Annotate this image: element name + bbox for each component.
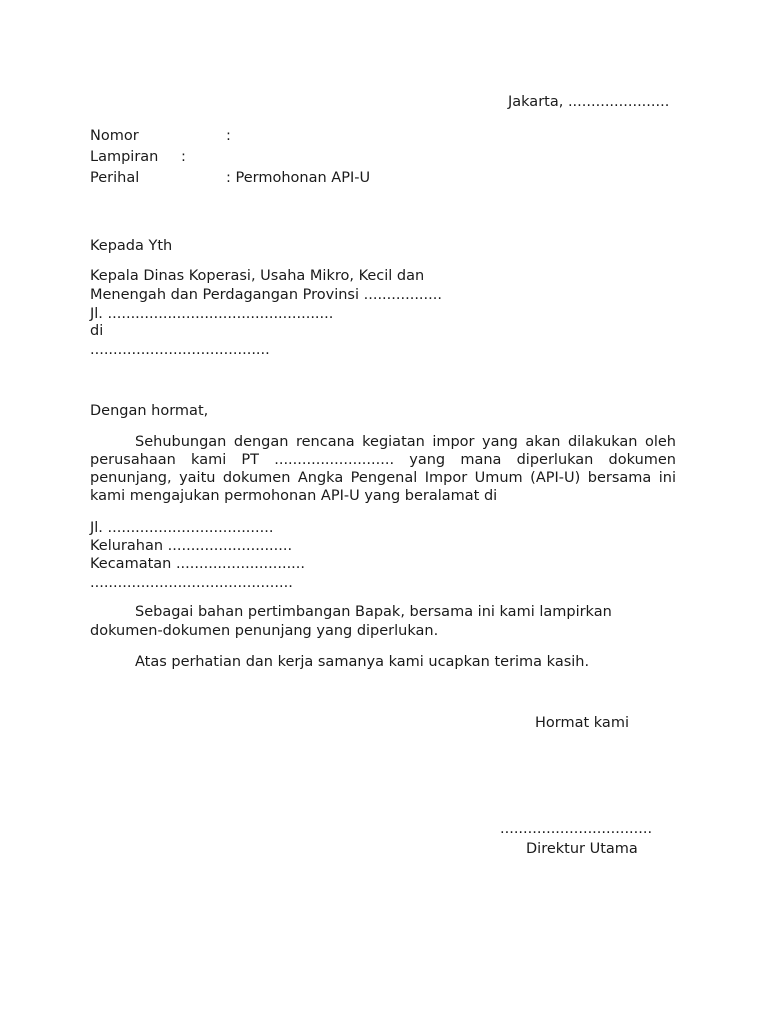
- address-jl: Jl. ....................................: [90, 520, 274, 536]
- perihal-value: : Permohonan API-U: [226, 170, 371, 186]
- address-kelurahan: Kelurahan ...........................: [90, 538, 293, 554]
- nomor-value: :: [226, 128, 231, 144]
- paragraph-1-line-4: kami mengajukan permohonan API-U yang beralamat di: [90, 488, 498, 504]
- recipient-line-2: Menengah dan Perdagangan Provinsi .................: [90, 287, 442, 303]
- recipient-line-3: Jl. .................................................: [90, 306, 334, 322]
- paragraph-1-line-1: Sehubungan dengan rencana kegiatan impor yang akan dilakukan oleh: [135, 434, 676, 450]
- greeting: Dengan hormat,: [90, 403, 209, 419]
- address-extra: ............................................: [90, 575, 293, 591]
- signatory-title: Direktur Utama: [526, 841, 638, 857]
- perihal-label: Perihal: [90, 170, 140, 186]
- address-kecamatan: Kecamatan ............................: [90, 556, 306, 572]
- place-date: Jakarta, ......................: [508, 94, 670, 110]
- recipient-salutation: Kepada Yth: [90, 238, 173, 254]
- recipient-line-4: di: [90, 323, 104, 339]
- signature-line: .................................: [500, 821, 653, 837]
- lampiran-label: Lampiran: [90, 149, 159, 165]
- nomor-label: Nomor: [90, 128, 139, 144]
- recipient-line-5: .......................................: [90, 342, 270, 358]
- lampiran-value: :: [181, 149, 186, 165]
- paragraph-2-line-1: Sebagai bahan pertimbangan Bapak, bersama ini kami lampirkan: [135, 604, 612, 620]
- paragraph-1-line-3: penunjang, yaitu dokumen Angka Pengenal Impor Umum (API-U) bersama ini: [90, 470, 676, 486]
- recipient-line-1: Kepala Dinas Koperasi, Usaha Mikro, Kecil dan: [90, 268, 425, 284]
- paragraph-1: [90, 433, 676, 505]
- paragraph-1-line-2: perusahaan kami PT .......................... yang mana diperlukan dokumen: [90, 452, 676, 468]
- paragraph-3: Atas perhatian dan kerja samanya kami ucapkan terima kasih.: [135, 654, 590, 670]
- paragraph-2-line-2: dokumen-dokumen penunjang yang diperlukan.: [90, 623, 439, 639]
- closing-regards: Hormat kami: [535, 715, 629, 731]
